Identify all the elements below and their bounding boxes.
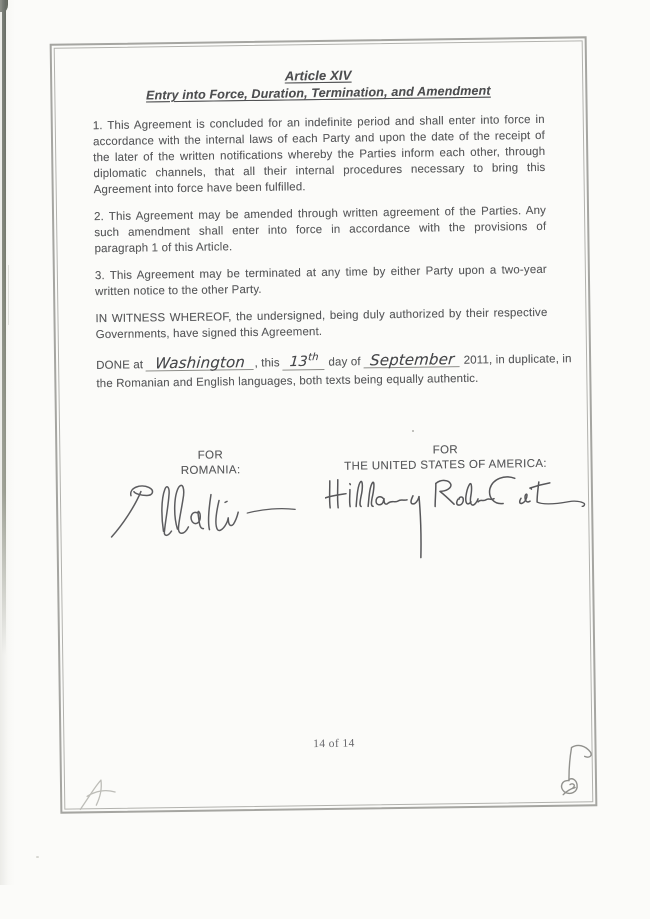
romania-signature-icon [101, 477, 302, 548]
scan-streak [8, 265, 9, 325]
scan-speck [36, 856, 39, 858]
paragraph-2: 2. This Agreement may be amended through written agreement of the Parties. Any such amendment shall enter into force in accordance with the provisions of paragraph 1 of this Article. [93, 204, 547, 256]
page-number: 14 of 14 [313, 737, 355, 751]
handwritten-day: 13th [282, 351, 325, 370]
for-label-usa: FOR [432, 444, 459, 457]
document-page [50, 36, 598, 813]
done-clause-line2: the Romanian and English languages, both texts being equally authentic. [96, 372, 479, 391]
article-subtitle: Entry into Force, Duration, Termination, and Amendment [145, 83, 491, 103]
done-infix-day-of: day of [328, 356, 361, 369]
done-clause [96, 348, 572, 392]
handwritten-month: September [363, 352, 460, 368]
for-label-romania: FOR [197, 449, 224, 462]
done-infix-this: , this [254, 357, 280, 370]
document-text-column [92, 64, 572, 403]
done-prefix: DONE at [96, 359, 144, 372]
paragraph-3: 3. This Agreement may be terminated at any time by either Party upon a two-year written notice to the other Party. [94, 263, 547, 299]
paper-edge-shadow [0, 0, 15, 885]
bottom-right-initials-icon [554, 742, 599, 797]
handwritten-place: Washington [146, 355, 255, 372]
article-title: Article XIV [284, 67, 352, 84]
witness-clause: IN WITNESS WHEREOF, the undersigned, being duly authorized by their respective Governments, have signed this Agreement. [95, 306, 548, 342]
done-tail: 2011, in duplicate, in [463, 353, 572, 367]
romania-signature-block [110, 447, 310, 479]
party-label-usa: THE UNITED STATES OF AMERICA: [344, 457, 547, 473]
bottom-left-initials-icon [75, 776, 122, 817]
us-representative-signature-icon [325, 467, 592, 566]
paragraph-1: 1. This Agreement is concluded for an indefinite period and shall enter into force in accordance with the internal laws of each Party and upon the date of the receipt of the later of the written notifications whereby the Parties inform each other, through diplomatic channels, that all their internal procedures necessary to bring this Agreement into force have been fulfilled. [92, 113, 546, 197]
article-heading [92, 64, 544, 105]
party-label-romania: ROMANIA: [180, 463, 241, 477]
